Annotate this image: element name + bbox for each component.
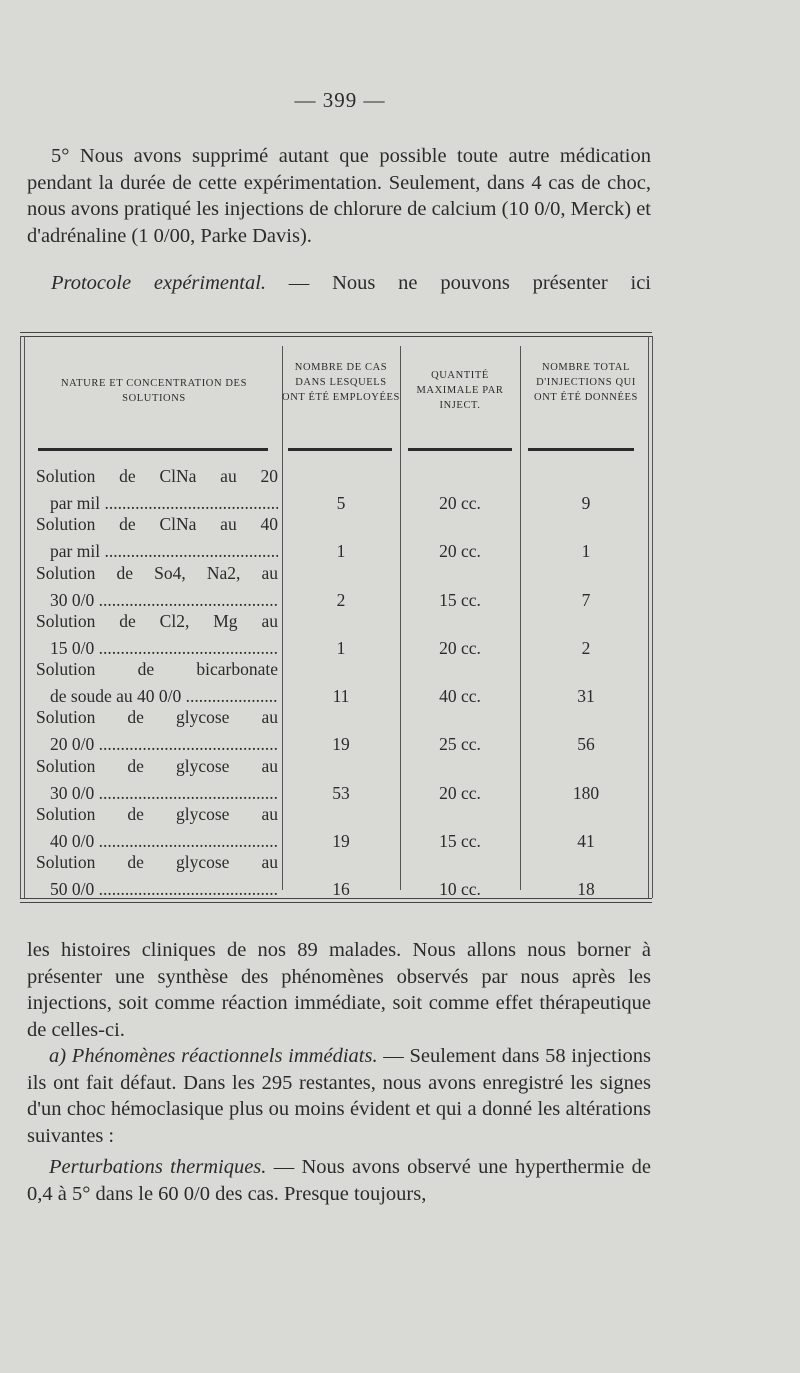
cases-count: 16: [332, 879, 350, 899]
immediate-phenomena-heading: a) Phénomènes réactionnels immédiats.: [49, 1045, 378, 1067]
solution-name: Solution de Cl2, Mg au: [36, 611, 278, 631]
max-quantity: 15 cc.: [439, 590, 481, 610]
solution-name: Solution de So4, Na2, au: [36, 563, 278, 583]
solution-concentration: 30 0/0 .....: [50, 783, 278, 804]
max-quantity: 40 cc.: [439, 686, 481, 706]
solution-concentration: par mil .....: [50, 541, 278, 562]
solution-name: Solution de glycose au: [36, 707, 278, 727]
total-injections: 41: [577, 831, 595, 851]
max-quantity: 20 cc.: [439, 783, 481, 803]
total-injections: 2: [581, 638, 591, 658]
paragraph-histories: les histoires cliniques de nos 89 malades. Nous allons nous borner à présenter une synthèse des phénomènes observés par nous après les injections, soit comme réaction immédiate, soit comme effet thérapeutique de celles-ci.: [27, 939, 651, 1041]
solution-name: Solution de ClNa au 20: [36, 466, 278, 486]
immediate-phenomena-text: — Seulement dans 58 injections ils ont fait défaut. Dans les 295 restantes, nous avons enregistré les signes d'un choc hémoclasique plus ou moins évident et qui a donné les altérations suivantes :: [27, 1045, 651, 1147]
header-rule-cases: [288, 448, 392, 451]
cases-count: 1: [336, 638, 346, 658]
cases-count: 19: [332, 831, 350, 851]
table-row: [20, 848, 652, 908]
solution-concentration: 15 0/0 .....: [50, 638, 278, 659]
max-quantity: 20 cc.: [439, 541, 481, 561]
total-injections: 9: [581, 493, 591, 513]
header-quantity: QUANTITÉ MAXIMALE PAR INJECT.: [416, 370, 504, 411]
cases-count: 11: [332, 686, 350, 706]
total-injections: 56: [577, 734, 595, 754]
solution-name: Solution de glycose au: [36, 852, 278, 872]
cases-count: 19: [332, 734, 350, 754]
total-injections: 31: [577, 686, 595, 706]
cases-count: 5: [336, 493, 346, 513]
total-injections: 1: [581, 541, 591, 561]
total-injections: 18: [577, 879, 595, 899]
header-rule-quantity: [408, 448, 512, 451]
table-top-rule: [20, 332, 652, 333]
solution-concentration: 30 0/0 .....: [50, 590, 278, 611]
header-cases: NOMBRE DE CAS DANS LESQUELS ONT ÉTÉ EMPLOYÉES: [282, 362, 400, 403]
header-total: NOMBRE TOTAL D'INJECTIONS QUI ONT ÉTÉ DONNÉES: [534, 362, 638, 403]
total-injections: 180: [572, 783, 600, 803]
protocol-heading: Protocole expérimental.: [51, 272, 267, 294]
solution-name: Solution de ClNa au 40: [36, 514, 278, 534]
solution-name: Solution de bicarbonate: [36, 659, 278, 679]
paragraph-protocol: [27, 270, 651, 297]
max-quantity: 20 cc.: [439, 493, 481, 513]
total-injections: 7: [581, 590, 591, 610]
solution-name: Solution de glycose au: [36, 804, 278, 824]
solution-concentration: de soude au 40 0/0 .....: [50, 686, 278, 707]
cases-count: 1: [336, 541, 346, 561]
header-rule-total: [528, 448, 634, 451]
solution-concentration: 20 0/0 .....: [50, 734, 278, 755]
solution-concentration: 40 0/0 .....: [50, 831, 278, 852]
table-right-border: [652, 336, 653, 898]
solutions-table: [20, 332, 652, 904]
cases-count: 53: [332, 783, 350, 803]
max-quantity: 25 cc.: [439, 734, 481, 754]
header-rule-nature: [38, 448, 268, 451]
solution-concentration: par mil .....: [50, 493, 278, 514]
paragraph-immediate-phenomena: [27, 1043, 651, 1149]
protocol-text: — Nous ne pouvons présenter ici: [266, 272, 651, 294]
max-quantity: 10 cc.: [439, 879, 481, 899]
max-quantity: 15 cc.: [439, 831, 481, 851]
solution-concentration: 50 0/0 .....: [50, 879, 278, 900]
solution-name: Solution de glycose au: [36, 756, 278, 776]
thermal-text: — Nous avons observé une hyperthermie de 0,4 à 5° dans le 60 0/0 des cas. Presque toujours,: [27, 1156, 651, 1205]
thermal-heading: Perturbations thermiques.: [49, 1156, 267, 1178]
header-nature: NATURE ET CONCENTRATION DES SOLUTIONS: [60, 378, 248, 404]
max-quantity: 20 cc.: [439, 638, 481, 658]
table-top-rule-inner: [20, 336, 652, 337]
paragraph-thermal: [27, 1154, 651, 1207]
cases-count: 2: [336, 590, 346, 610]
page-number: — 399 —: [294, 88, 386, 112]
paragraph-medication: 5° Nous avons supprimé autant que possible toute autre médication pendant la durée de cette expérimentation. Seulement, dans 4 cas de choc, nous avons pratiqué les injections de chlorure de calcium (10 0/0, Merck) et d'adrénaline (1 0/00, Parke Davis).: [27, 145, 651, 247]
